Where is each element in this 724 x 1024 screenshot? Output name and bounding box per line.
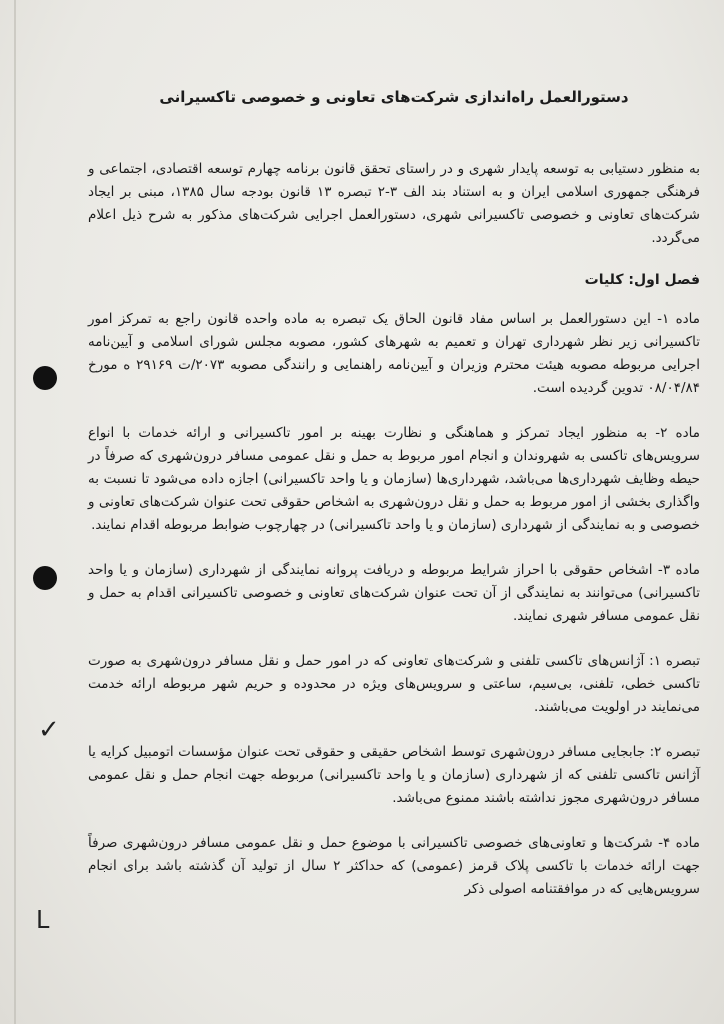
punch-hole-bottom [33, 566, 57, 590]
article-3: ماده ۳- اشخاص حقوقی با احراز شرایط مربوطه و دریافت پروانه نمایندگی از شهرداری (سازمان و یا واحد تاکسیرانی) می‌توانند به نمایندگی از آن تحت عنوان شرکت‌های تعاونی و خصوصی تاکسیرانی اقدام به حمل و نقل عمومی مسافر شهری نمایند. [88, 562, 700, 624]
article-2: ماده ۲- به منظور ایجاد تمرکز و هماهنگی و نظارت بهینه بر امور تاکسیرانی و ارائه خدمات با انواع سرویس‌های تاکسی به شهروندان و انجام امور مربوط به حمل و نقل عمومی مسافر درون‌شهری که صرفاً در حیطه وظایف شهرداری‌ها می‌باشد، شهرداری‌ها (سازمان و یا واحد تاکسیرانی) اجازه داده می‌شود تا نسبت به واگذاری بخشی از امور مربوط به حمل و نقل درون‌شهری به اشخاص حقوقی تحت عنوان شرکت‌های تعاونی و خصوصی و به نمایندگی از شهرداری (سازمان و یا واحد تاکسیرانی) در چهارچوب ضوابط مربوطه اقدام نمایند. [88, 425, 700, 533]
article-4: ماده ۴- شرکت‌ها و تعاونی‌های خصوصی تاکسیرانی با موضوع حمل و نقل عمومی مسافر درون‌شهری صرفاً جهت ارائه خدمات با تاکسی پلاک قرمز (عمومی) که حداکثر ۲ سال از تولید آن گذشته باشد برای انجام سرویس‌هایی که در موافقتنامه اصولی ذکر [88, 835, 700, 897]
document-body [88, 88, 700, 923]
note-1: تبصره ۱: آژانس‌های تاکسی تلفنی و شرکت‌های تعاونی که در امور حمل و نقل مسافر درون‌شهری به صورت تاکسی خطی، تلفنی، بی‌سیم، ساعتی و سرویس‌های ویژه در محدوده و حریم شهر مربوطه ارائه خدمت می‌نمایند در اولویت می‌باشند. [88, 653, 700, 715]
section-heading: فصل اول: کلیات [584, 272, 700, 288]
handwritten-check-mark: ✓ [38, 715, 60, 745]
intro-paragraph: به منظور دستیابی به توسعه پایدار شهری و در راستای تحقق قانون برنامه چهارم توسعه اقتصادی، اجتماعی و فرهنگی جمهوری اسلامی ایران و به استناد بند الف ۳-۲ تبصره ۱۳ قانون بودجه سال ۱۳۸۵، مبنی بر ایجاد شرکت‌های تعاونی و خصوصی تاکسیرانی شهری، دستورالعمل اجرایی شرکت‌های مذکور به شرح ذیل اعلام می‌گردد. [88, 161, 701, 246]
note-2: تبصره ۲: جابجایی مسافر درون‌شهری توسط اشخاص حقیقی و حقوقی تحت عنوان مؤسسات اتومبیل کرایه یا آژانس تاکسی تلفنی که از شهرداری (سازمان و یا واحد تاکسیرانی) مربوطه جهت انجام حمل و نقل عمومی مسافر درون‌شهری مجوز نداشته باشند ممنوع می‌باشد. [88, 744, 700, 806]
document-title: دستورالعمل راه‌اندازی شرکت‌های تعاونی و خصوصی تاکسیرانی [159, 88, 629, 106]
handwritten-bracket-mark: ᒪ [36, 906, 50, 934]
punch-hole-top [33, 366, 57, 390]
page-edge-shadow [14, 0, 16, 1024]
article-1: ماده ۱- این دستورالعمل بر اساس مفاد قانون الحاق یک تبصره به ماده واحده قانون راجع به تمرکز امور تاکسیرانی زیر نظر شهرداری تهران و تعمیم به شهرهای کشور، مصوبه مجلس شورای اسلامی و آیین‌نامه اجرایی مربوطه مصوبه هیئت محترم وزیران و آیین‌نامه راهنمایی و رانندگی مصوبه ۲۰۷۳/ت ۲۹۱۶۹ ه مورخ ۰۸/۰۴/۸۴ تدوین گردیده است. [88, 311, 700, 396]
